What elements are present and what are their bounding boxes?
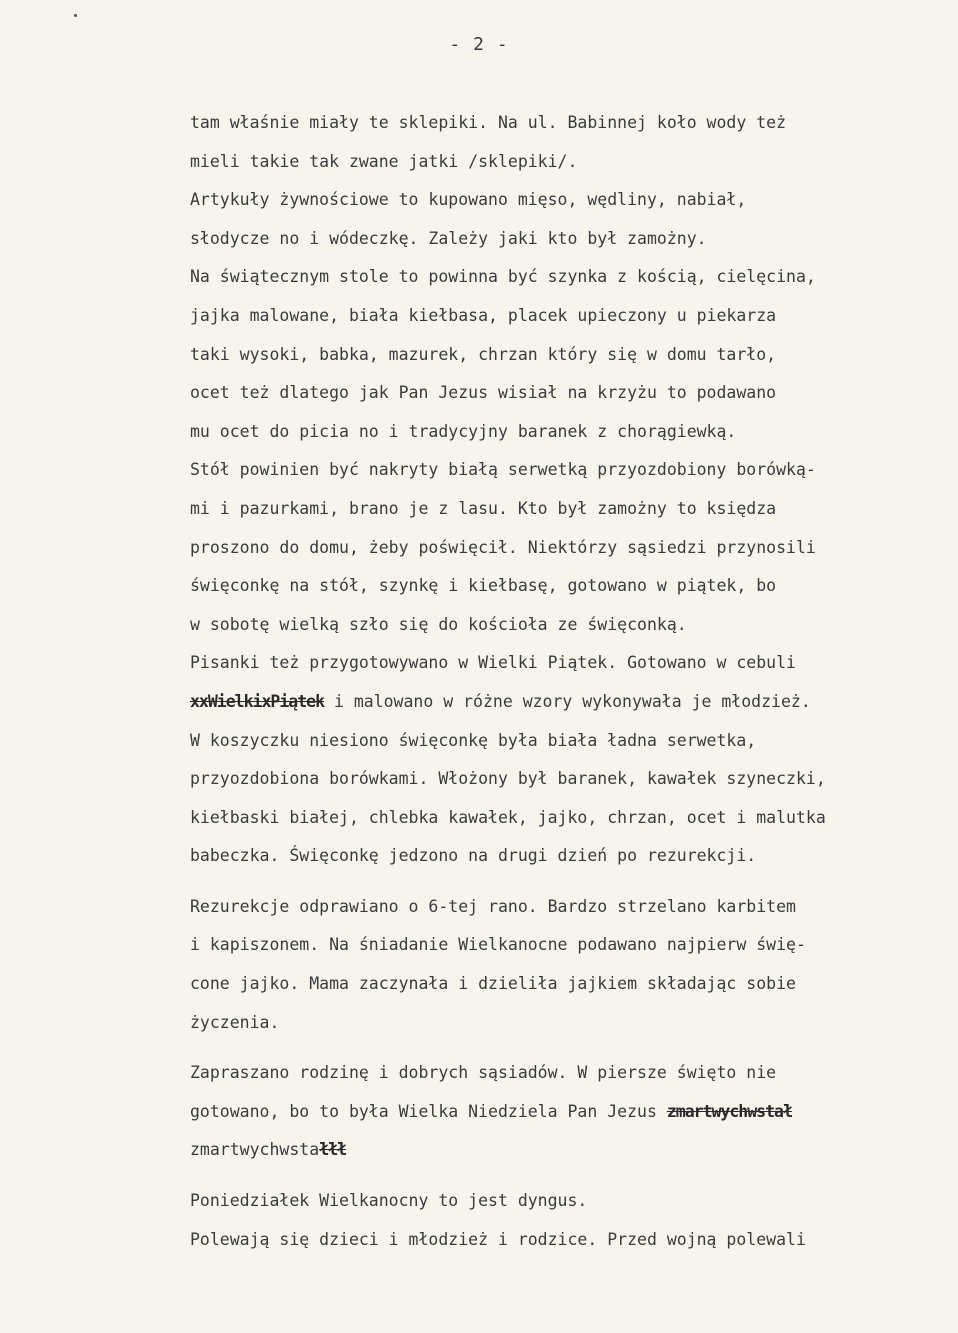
text-line: jajka malowane, biała kiełbasa, placek upieczony u piekarza — [190, 305, 777, 325]
text-line: mieli takie tak zwane jatki /sklepiki/. — [190, 151, 578, 171]
text-line: Pisanki też przygotowywano w Wielki Piątek. Gotowano w cebuli — [190, 653, 796, 673]
text-line: cone jajko. Mama zaczynała i dzieliła jajkiem składając sobie — [190, 974, 796, 994]
struck-out-text: łłł — [319, 1140, 346, 1160]
text-line: W koszyczku niesiono święconkę była biała ładna serwetka, — [190, 730, 757, 750]
text-line: ocet też dlatego jak Pan Jezus wisiał na krzyżu to podawano — [190, 383, 777, 403]
text-line: i kapiszonem. Na śniadanie Wielkanocne podawano najpierw świę- — [190, 935, 806, 955]
document-body — [190, 104, 938, 1259]
paragraph-gap — [190, 1042, 938, 1054]
text-line: tam właśnie miały te sklepiki. Na ul. Babinnej koło wody też — [190, 113, 787, 132]
text-line: proszono do domu, żeby poświęcił. Niektórzy sąsiedzi przynosili — [190, 537, 816, 557]
text-line: przyozdobiona borówkami. Włożony był baranek, kawałek szyneczki, — [190, 769, 826, 789]
text-line: słodycze no i wódeczkę. Zależy jaki kto był zamożny. — [190, 228, 707, 248]
text-line-with-strikeout — [190, 1131, 938, 1170]
text-fragment: zmartwychwsta — [190, 1140, 320, 1160]
text-line: Na świątecznym stole to powinna być szynka z kością, cielęcina, — [190, 267, 816, 287]
text-line: mu ocet do picia no i tradycyjny baranek z chorągiewką. — [190, 421, 737, 441]
text-line: Rezurekcje odprawiano o 6-tej rano. Bardzo strzelano karbitem — [190, 896, 796, 916]
text-line-with-strikeout — [190, 1093, 938, 1132]
text-line: w sobotę wielką szło się do kościoła ze święconką. — [190, 614, 687, 634]
text-line: Poniedziałek Wielkanocny to jest dyngus. — [190, 1191, 588, 1211]
text-line: święconkę na stół, szynkę i kiełbasę, gotowano w piątek, bo — [190, 576, 777, 596]
ink-dot — [74, 14, 77, 17]
paragraph-gap — [190, 876, 938, 888]
text-line: mi i pazurkami, brano je z lasu. Kto był zamożny to księdza — [190, 498, 777, 518]
text-line: Polewają się dzieci i młodzież i rodzice. Przed wojną polewali — [190, 1229, 806, 1249]
paragraph-gap — [190, 1170, 938, 1182]
text-line: Artykuły żywnościowe to kupowano mięso, wędliny, nabiał, — [190, 190, 747, 210]
text-line: taki wysoki, babka, mazurek, chrzan który się w domu tarło, — [190, 344, 777, 364]
text-line: kiełbaski białej, chlebka kawałek, jajko, chrzan, ocet i malutka — [190, 807, 826, 827]
struck-out-text: zmartwychwstał — [666, 1101, 792, 1121]
text-line-with-strikeout — [190, 683, 938, 722]
text-line: Zapraszano rodzinę i dobrych sąsiadów. W piersze święto nie — [190, 1063, 777, 1083]
page-number: - 2 - — [449, 34, 509, 55]
text-line: babeczka. Święconkę jedzono na drugi dzień po rezurekcji. — [190, 846, 757, 866]
text-line: życzenia. — [190, 1012, 280, 1032]
struck-out-text: xxWielkixPiątek — [190, 691, 325, 711]
text-line: Stół powinien być nakryty białą serwetką przyozdobiony borówką- — [190, 460, 816, 480]
text-fragment: i malowano w różne wzory wykonywała je młodzież. — [324, 691, 811, 711]
text-fragment: gotowano, bo to była Wielka Niedziela Pan Jezus — [190, 1101, 667, 1121]
